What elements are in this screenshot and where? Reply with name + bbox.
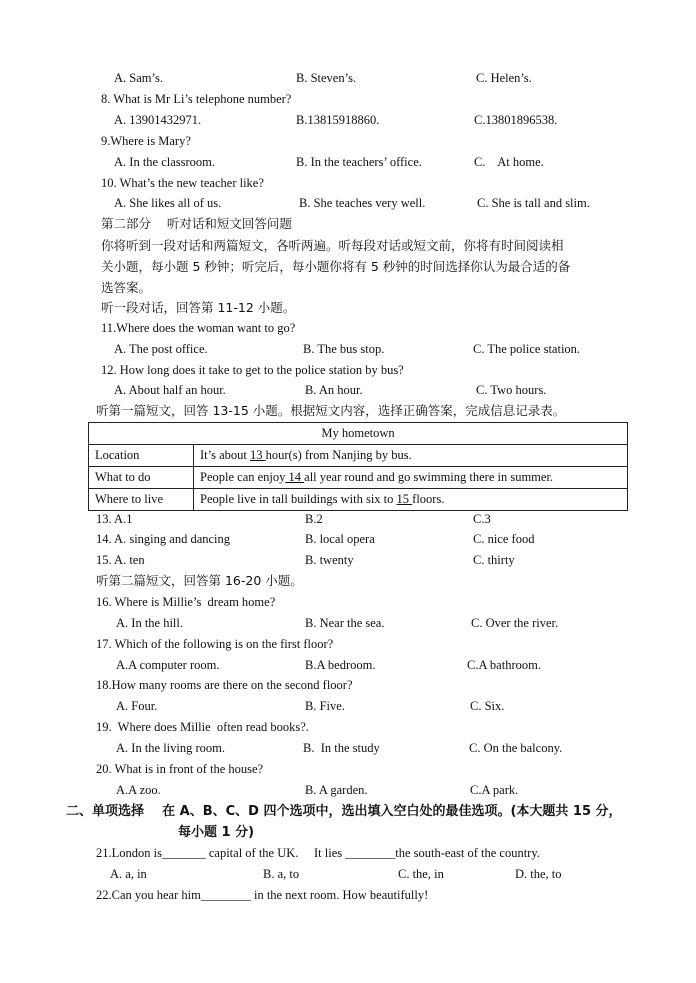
q21-question: 21.London is_______ capital of the UK. It lies ________the south-east of the country. (96, 846, 540, 860)
q17-option-b: B.A bedroom. (305, 658, 376, 672)
q17-option-a: A.A computer room. (116, 658, 220, 672)
q17-question: 17. Which of the following is on the first floor? (96, 637, 334, 651)
q9-option-b: B. In the teachers’ office. (296, 155, 422, 169)
blank-14: 14 (285, 470, 305, 484)
blank-15: 15 (396, 492, 413, 506)
q7-option-a: A. Sam’s. (114, 71, 163, 85)
part2-heading: 第二部分 听对话和短文回答问题 (101, 216, 292, 231)
q20-option-a: A.A zoo. (116, 783, 161, 797)
row1-text-before: It’s about (200, 448, 250, 462)
table-row-location (89, 445, 628, 467)
q15-option-a: 15. A. ten (96, 553, 145, 567)
q13-option-b: B.2 (305, 512, 323, 526)
q21-option-c: C. the, in (398, 867, 444, 881)
row-label-what-to-do: What to do (89, 467, 194, 489)
q16-option-a: A. In the hill. (116, 616, 184, 630)
passage1-instruction: 听第一篇短文，回答 13-15 小题。根据短文内容，选择正确答案，完成信息记录表。 (96, 403, 566, 418)
q11-option-b: B. The bus stop. (303, 342, 385, 356)
row-value-location (194, 445, 628, 467)
part2-instruction-line3: 选答案。 (101, 280, 152, 295)
row-label-where-to-live: Where to live (89, 489, 194, 511)
q18-option-a: A. Four. (116, 699, 158, 713)
q10-option-b: B. She teaches very well. (299, 196, 426, 210)
q19-option-c: C. On the balcony. (469, 741, 563, 755)
part2-instruction-line2: 关小题，每小题 5 秒钟；听完后，每小题你将有 5 秒钟的时间选择你认为最合适的备 (101, 259, 571, 274)
q11-option-c: C. The police station. (473, 342, 581, 356)
q12-question: 12. How long does it take to get to the police station by bus? (101, 363, 404, 377)
q13-option-a: 13. A.1 (96, 512, 133, 526)
q12-option-a: A. About half an hour. (114, 383, 226, 397)
q22-question: 22.Can you hear him________ in the next room. How beautifully! (96, 888, 429, 902)
row1-text-after: hour(s) from Nanjing by bus. (265, 448, 412, 462)
q21-option-a: A. a, in (110, 867, 147, 881)
dialogue-instruction: 听一段对话，回答第 11-12 小题。 (101, 300, 296, 315)
q10-question: 10. What’s the new teacher like? (101, 176, 264, 190)
q12-option-c: C. Two hours. (476, 383, 547, 397)
q8-option-a: A. 13901432971. (114, 113, 202, 127)
row2-text-before: People can enjoy (200, 470, 286, 484)
blank-13: 13 (250, 448, 266, 462)
q15-option-b: B. twenty (305, 553, 354, 567)
q18-option-c: C. Six. (470, 699, 505, 713)
q18-question: 18.How many rooms are there on the second floor? (96, 678, 353, 692)
q9-question: 9.Where is Mary? (101, 134, 191, 148)
q14-option-c: C. nice food (473, 532, 535, 546)
q20-option-b: B. A garden. (305, 783, 368, 797)
q17-option-c: C.A bathroom. (467, 658, 541, 672)
q16-option-b: B. Near the sea. (305, 616, 385, 630)
row3-text-before: People live in tall buildings with six to (200, 492, 397, 506)
q18-option-b: B. Five. (305, 699, 345, 713)
q13-option-c: C.3 (473, 512, 491, 526)
q10-option-c: C. She is tall and slim. (477, 196, 590, 210)
q21-option-d: D. the, to (515, 867, 562, 881)
row-value-what-to-do (194, 467, 628, 489)
q10-option-a: A. She likes all of us. (114, 196, 222, 210)
q8-question: 8. What is Mr Li’s telephone number? (101, 92, 292, 106)
q14-option-a: 14. A. singing and dancing (96, 532, 231, 546)
row-label-location: Location (89, 445, 194, 467)
q15-option-c: C. thirty (473, 553, 515, 567)
q19-option-a: A. In the living room. (116, 741, 226, 755)
q7-option-c: C. Helen’s. (476, 71, 532, 85)
section2-heading-line2: 每小题 1 分) (178, 825, 255, 840)
passage2-instruction: 听第二篇短文，回答第 16-20 小题。 (96, 573, 303, 588)
part2-instruction-line1: 你将听到一段对话和两篇短文，各听两遍。听每段对话或短文前，你将有时间阅读相 (101, 238, 564, 253)
table-row-where-to-live (89, 489, 628, 511)
q9-option-a: A. In the classroom. (114, 155, 216, 169)
q19-question: 19. Where does Millie often read books?. (96, 720, 309, 734)
q8-option-b: B.13815918860. (296, 113, 380, 127)
q7-option-b: B. Steven’s. (296, 71, 357, 85)
table-row-what-to-do (89, 467, 628, 489)
q11-option-a: A. The post office. (114, 342, 208, 356)
q16-question: 16. Where is Millie’s dream home? (96, 595, 276, 609)
row-value-where-to-live (194, 489, 628, 511)
q14-option-b: B. local opera (305, 532, 375, 546)
q12-option-b: B. An hour. (305, 383, 363, 397)
q20-question: 20. What is in front of the house? (96, 762, 264, 776)
q16-option-c: C. Over the river. (471, 616, 559, 630)
row3-text-after: floors. (412, 492, 445, 506)
hometown-info-table (88, 422, 628, 511)
q11-question: 11.Where does the woman want to go? (101, 321, 296, 335)
q9-option-c: C. At home. (474, 155, 544, 169)
section2-heading: 二、单项选择 在 A、B、C、D 四个选项中，选出填入空白处的最佳选项。(本大题共 15 分， (66, 804, 622, 819)
q19-option-b: B. In the study (303, 741, 380, 755)
table-title: My hometown (89, 423, 628, 445)
row2-text-after: all year round and go swimming there in summer. (304, 470, 554, 484)
table-title-row (89, 423, 628, 445)
q20-option-c: C.A park. (470, 783, 519, 797)
q8-option-c: C.13801896538. (474, 113, 558, 127)
q21-option-b: B. a, to (263, 867, 300, 881)
